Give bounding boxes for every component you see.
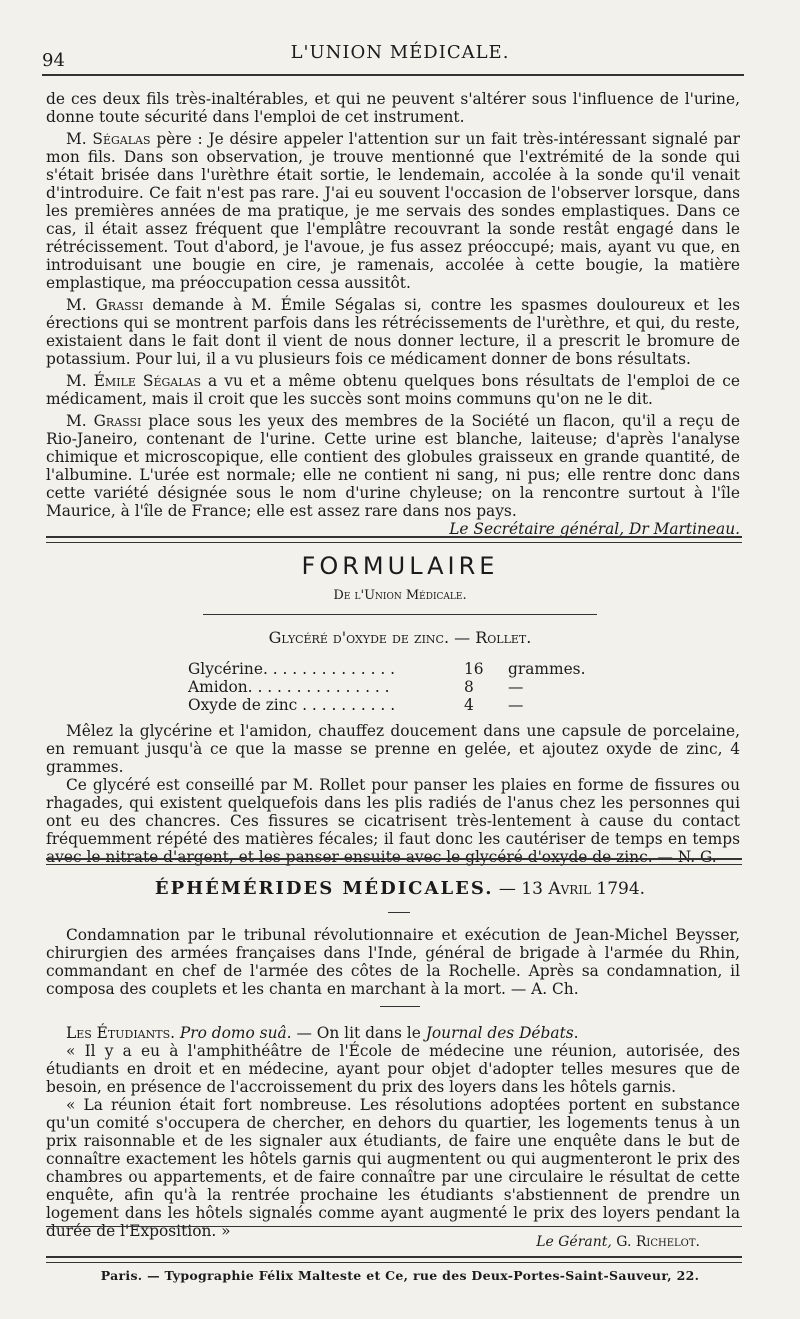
ingredient-amount: 4	[464, 696, 474, 714]
gerant-name: G. Richelot.	[611, 1234, 700, 1250]
formulaire-subtitle: De l'Union Médicale.	[333, 588, 467, 603]
secretary-signature: Le Secrétaire général, Dr Martineau.	[449, 520, 740, 538]
ingredient-unit: —	[508, 678, 524, 696]
discussion-paragraph-1: de ces deux fils très-inaltérables, et qui ne peuvent s'altérer sous l'influence de l'urine, donne toute sécurité dans l'emploi de cet instrument.	[46, 90, 740, 126]
speaker-name: M. Ségalas	[66, 130, 151, 148]
formulaire-body	[46, 722, 740, 866]
discussion-paragraph-2	[46, 130, 740, 292]
recipe-title: Glycéré d'oxyde de zinc. — Rollet.	[268, 628, 532, 647]
formulaire-rule	[203, 614, 597, 615]
speaker-name: M. Émile Ségalas	[66, 372, 201, 390]
formulaire-paragraph-1: Mêlez la glycérine et l'amidon, chauffez doucement dans une capsule de porcelaine, en remuant jusqu'à ce que la masse se prenne en gelée, et ajoutez oxyde de zinc, 4 grammes.	[46, 722, 740, 776]
discussion-section	[46, 90, 740, 538]
section-rule	[46, 536, 742, 543]
ephemerides-body	[46, 926, 740, 998]
etudiants-intro: — On lit dans le	[291, 1024, 426, 1042]
page-header	[0, 40, 800, 70]
ingredient-row	[188, 696, 548, 714]
page-number: 94	[42, 50, 65, 71]
ephemerides-paragraph: Condamnation par le tribunal révolutionnaire et exécution de Jean-Michel Beysser, chirurgien des armées françaises dans l'Inde, général de brigade à l'armée du Rhin, commandant en chef de l'armée des côtes de la Rochelle. Après sa condamnation, il composa des couplets et les chanta en marchant à la mort. — A. Ch.	[46, 926, 740, 998]
discussion-paragraph-5	[46, 412, 740, 538]
formulaire-title: FORMULAIRE	[301, 552, 499, 580]
printer-imprint: Paris. — Typographie Félix Malteste et Ce, rue des Deux-Portes-Saint-Sauveur, 22.	[100, 1268, 700, 1283]
header-rule	[42, 74, 744, 76]
ingredient-unit: —	[508, 696, 524, 714]
etudiants-intro-end: .	[573, 1024, 579, 1042]
ephemerides-heading	[0, 878, 800, 899]
ingredient-name: Oxyde de zinc . . . . . . . . . .	[188, 696, 396, 714]
paragraph-text: a vu et a même obtenu quelques bons résultats de l'emploi de ce médicament, mais il croit que les succès sont moins communs qu'on ne le dit.	[46, 372, 741, 408]
ingredient-row	[188, 678, 548, 696]
ephemerides-title: ÉPHÉMÉRIDES MÉDICALES.	[154, 878, 494, 899]
formulaire-paragraph-2: Ce glycéré est conseillé par M. Rollet pour panser les plaies en forme de fissures ou rhagades, qui existent quelquefois dans les plis radiés de l'anus chez les personnes qui ont eu des chancres. Ces fissures se cicatrisent très-lentement à cause du contact fréquemment répété des matières fécales; il faut donc les cautériser de temps en temps avec le nitrate d'argent, et les panser ensuite avec le glycéré d'oxyde de zinc. — N. G.	[46, 776, 740, 866]
ingredient-name: Amidon. . . . . . . . . . . . . . .	[188, 678, 390, 696]
journal-name: Journal des Débats	[425, 1024, 574, 1042]
footer-rule	[46, 1256, 742, 1263]
section-rule	[46, 858, 742, 865]
ingredient-amount: 8	[464, 678, 474, 696]
ingredient-name: Glycérine. . . . . . . . . . . . . .	[188, 660, 396, 678]
etudiants-quote-2: « La réunion était fort nombreuse. Les résolutions adoptées portent en substance qu'un comité s'occupera de chercher, en dehors du quartier, les logements tenus à un prix raisonnable et de les signaler aux étudiants, de faire une enquête dans le but de connaître exactement les hôtels garnis qui augmentent ou qui augmenteront le prix des chambres ou appartements, et de faire connaître par une circulaire le résultat de cette enquête, afin qu'à la rentrée prochaine les étudiants s'abstiennent de prendre un logement dans les hôtels signalés comme ayant augmenté le prix des loyers pendant la durée de l'Exposition. »	[46, 1096, 740, 1240]
short-dash-rule	[388, 912, 410, 913]
paragraph-text: demande à M. Émile Ségalas si, contre les spasmes douloureux et les érections qui se montrent parfois dans les rétrécissements de l'urèthre, et qui, du reste, existaient dans le fait dont il vient de nous donner lecture, il a prescrit le bromure de potassium. Pour lui, il a vu plusieurs fois ce médicament donner de bons résultats.	[46, 296, 740, 368]
discussion-paragraph-4	[46, 372, 740, 408]
section-rule	[46, 1226, 742, 1227]
ingredients-list	[188, 660, 586, 714]
speaker-name: M. Grassi	[66, 412, 142, 430]
etudiants-section	[46, 1024, 740, 1240]
ephemerides-date: — 13 Avril 1794.	[493, 879, 646, 899]
running-title: L'UNION MÉDICALE.	[290, 42, 510, 63]
etudiants-subtitle: Pro domo suâ.	[175, 1024, 292, 1042]
paragraph-text: place sous les yeux des membres de la Société un flacon, qu'il a reçu de Rio-Janeiro, contenant de l'urine. Cette urine est blanche, laiteuse; d'après l'analyse chimique et microscopique, elle contient des globules graisseux en grande quantité, de l'albumine. L'urée est normale; elle ne contient ni sang, ni pus; elle rentre donc dans cette variété désignée sous le nom d'urine chyleuse; on la rencontre surtout à l'île Maurice, à l'île de France; elle est assez rare dans nos pays.	[46, 412, 740, 520]
ingredient-unit: grammes.	[508, 660, 586, 678]
ingredient-row	[188, 660, 586, 678]
etudiants-label: Les Étudiants.	[66, 1024, 176, 1042]
speaker-name: M. Grassi	[66, 296, 144, 314]
etudiants-lead	[46, 1024, 740, 1042]
discussion-paragraph-3	[46, 296, 740, 368]
short-dash-rule	[380, 1006, 420, 1007]
gerant-label: Le Gérant,	[536, 1234, 612, 1250]
ingredient-amount: 16	[464, 660, 484, 678]
etudiants-quote-1: « Il y a eu à l'amphithéâtre de l'École de médecine une réunion, autorisée, des étudiants en droit et en médecine, ayant pour objet d'adopter telles mesures que de besoin, en présence de l'accroissement du prix des loyers dans les hôtels garnis.	[46, 1042, 740, 1096]
paragraph-text: père : Je désire appeler l'attention sur un fait très-intéressant signalé par mon fils. Dans son observation, je trouve mentionné que l'extrémité de la sonde qui s'était brisée dans l'urèthre était sortie, le lendemain, accolée à la sonde qu'il venait d'introduire. Ce fait n'est pas rare. J'ai eu souvent l'occasion de l'observer lorsque, dans les premières années de ma pratique, je me servais des sondes emplastiques. Dans ce cas, il était assez fréquent que l'emplâtre recouvrant la sonde restât engagé dans le rétrécissement. Tout d'abord, je l'avoue, je fus assez préoccupé; mais, ayant vu que, en introduisant une bougie en cire, je ramenais, accolée à cette bougie, la matière emplastique, ma préoccupation cessa aussitôt.	[46, 130, 740, 292]
gerant-signature	[536, 1234, 700, 1250]
